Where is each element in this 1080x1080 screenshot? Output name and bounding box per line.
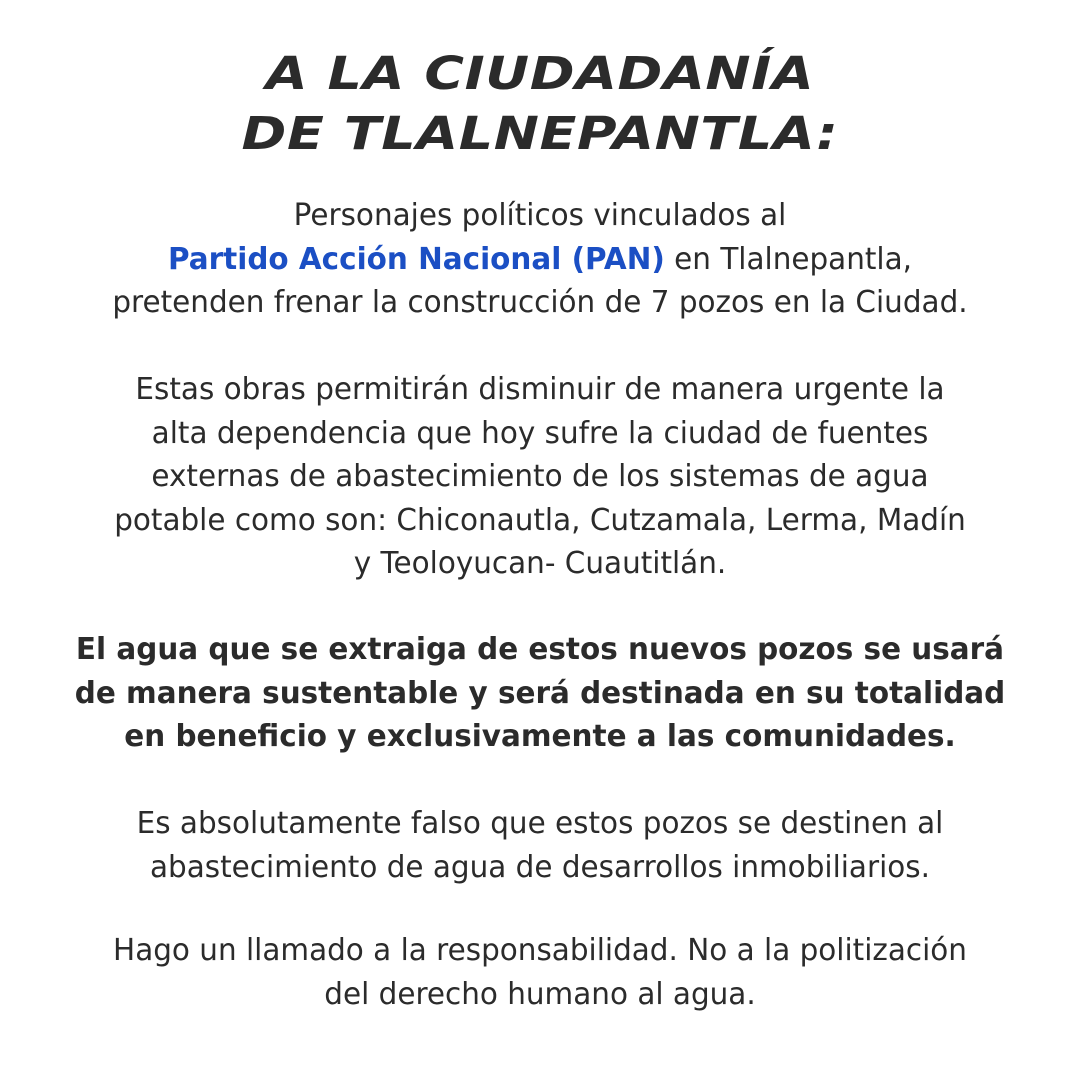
headline-line-1: A LA CIUDADANÍA: [265, 47, 815, 100]
paragraph-water-use-emphasis: [0, 628, 1080, 759]
party-name-highlight: Partido Acción Nacional (PAN): [167, 241, 665, 277]
paragraph-line: de manera sustentable y será destinada en su totalidad: [74, 675, 1006, 711]
paragraph-political-figures: [0, 194, 1080, 325]
paragraph-line: alta dependencia que hoy sufre la ciudad de fuentes: [151, 415, 929, 451]
paragraph-line: potable como son: Chiconautla, Cutzamala, Lerma, Madín: [114, 502, 966, 538]
paragraph-denial: [0, 802, 1080, 889]
paragraph-line: Es absolutamente falso que estos pozos se destinen al: [136, 806, 944, 841]
paragraph-line: [10, 238, 1070, 282]
paragraph-line: en beneficio y exclusivamente a las comunidades.: [124, 719, 956, 754]
paragraph-line: Personajes políticos vinculados al: [293, 198, 787, 233]
paragraph-line: Hago un llamado a la responsabilidad. No a la politización: [113, 933, 967, 968]
paragraph-line-rest: en Tlalnepantla,: [664, 241, 913, 277]
paragraph-line: pretenden frenar la construcción de 7 pozos en la Ciudad.: [112, 285, 968, 320]
paragraph-works-benefits: [0, 368, 1080, 586]
paragraph-line: del derecho humano al agua.: [324, 976, 756, 1012]
paragraph-line: abastecimiento de agua de desarrollos inmobiliarios.: [149, 849, 930, 885]
paragraph-call-to-responsibility: [0, 929, 1080, 1016]
paragraph-line: Estas obras permitirán disminuir de manera urgente la: [135, 372, 945, 407]
paragraph-line: El agua que se extraiga de estos nuevos pozos se usará: [75, 632, 1005, 667]
paragraph-line: externas de abastecimiento de los sistemas de agua: [151, 459, 929, 494]
paragraph-line: y Teoloyucan- Cuautitlán.: [353, 546, 727, 581]
headline-line-2: DE TLALNEPANTLA:: [241, 107, 839, 160]
